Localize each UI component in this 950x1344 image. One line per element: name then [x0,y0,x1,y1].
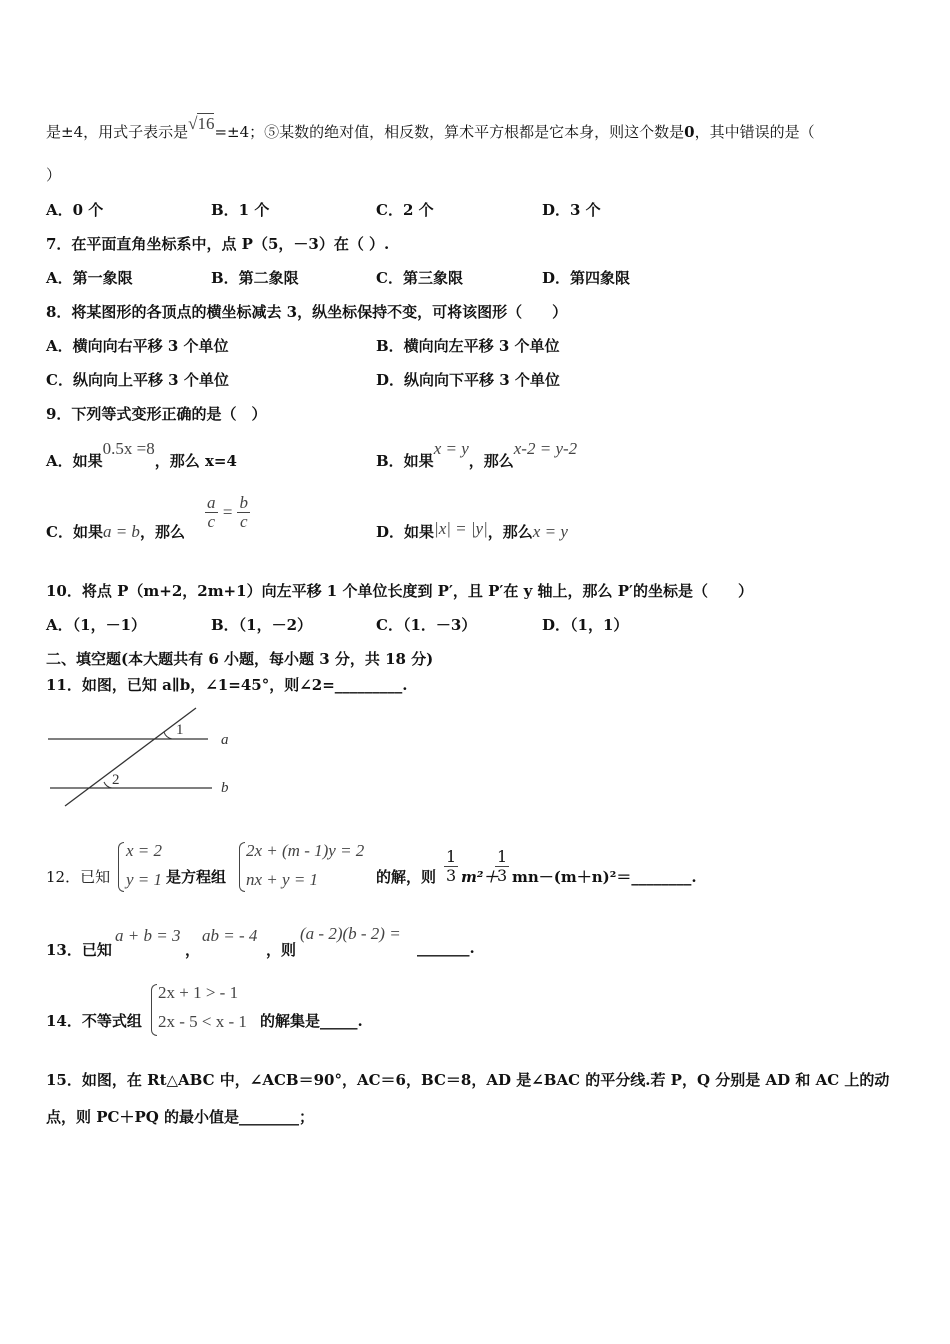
q6-line1 [46,114,815,142]
frac-denominator-c: c [207,512,216,531]
q9-option-b [376,439,578,471]
q6-option-d: D．3 个 [542,201,601,219]
q13-prefix: 13．已知 [46,941,112,959]
q11-stem: 11．如图，已知 a∥b，∠1=45°，则∠2=_________. [46,676,408,694]
q9-d-prefix: D．如果 [376,523,435,541]
q12-fraction-2 [495,848,509,885]
q9-c-fraction [205,494,250,531]
equals-sign: = [221,502,234,522]
q7-option-d: D．第四象限 [542,269,631,287]
frac-numerator-b: b [239,493,248,512]
q12-term1: m²＋ [461,868,499,886]
q9-d-math1: |x| = |y| [434,519,488,538]
q13-blank: _______. [417,939,475,957]
q13-math2: ab = - 4 [202,926,258,945]
frac-denominator-c2: c [239,512,248,531]
q8-option-b: B．横向向左平移 3 个单位 [376,337,560,355]
q9-b-math1: x = y [433,439,469,458]
q14-line1: 2x + 1 > - 1 [158,983,239,1002]
q13-math1: a + b = 3 [115,926,181,945]
q14-post: 的解集是_____. [260,1012,363,1030]
sqrt-expression [188,114,214,134]
q8-stem: 8．将某图形的各顶点的横坐标减去 3，纵坐标保持不变，可将该图形（ ） [46,303,568,321]
q9-c-math1: a = b [102,522,140,541]
q9-option-a [46,439,237,471]
q9-b-math2: x-2 = y-2 [513,439,578,458]
q12-post-text: 的解，则 [376,868,437,886]
sys2-line1: 2x + (m - 1)y = 2 [246,841,365,860]
q12-mid: 是方程组 [166,868,227,886]
sqrt-radicand: 16 [197,114,215,133]
sys2-line2: nx + y = 1 [246,870,319,889]
left-brace-icon [118,842,124,892]
q14-line2: 2x - 5 < x - 1 [158,1012,247,1031]
q9-b-prefix: B．如果 [376,452,434,470]
q9-a-math: 0.5x =8 [102,439,155,458]
q12-prefix [46,866,110,887]
sys1-line1: x = 2 [126,841,163,860]
q8-option-c: C．纵向向上平移 3 个单位 [46,371,229,389]
q9-c-mid: ，那么 [139,523,185,541]
q6-option-c: C．2 个 [376,201,434,219]
q9-option-d [376,521,568,542]
q11-parallel-lines-figure [40,700,240,810]
sqrt-sign-icon: √ [188,114,198,133]
q9-d-mid: ，那么 [487,523,533,541]
frac2-den: 3 [497,866,508,885]
q12-fraction-1 [444,848,458,885]
q13-then: ，则 [266,941,297,959]
q12-post [376,866,436,887]
q9-option-c [46,521,185,542]
q10-option-b: B．（1，－2） [211,616,313,634]
q7-stem: 7．在平面直角坐标系中，点 P（5，－3）在（ ）. [46,235,390,253]
q13-math3: (a - 2)(b - 2) = [300,924,401,943]
q9-a-post: ，那么 x=4 [154,452,237,470]
q13-comma: ， [185,941,201,959]
q9-a-prefix: A．如果 [46,452,103,470]
angle-1-label: 1 [176,722,184,738]
q6-line1-b: =±4；⑤某数的绝对值，相反数，算术平方根都是它本身，则这个数是 [214,123,685,141]
fraction-a-over-c [205,494,218,531]
frac1-num: 1 [446,847,457,866]
q6-line2: ） [46,166,62,184]
q13-line [46,939,112,960]
q9-d-math2: x = y [532,522,568,541]
q9-b-mid: ，那么 [468,452,514,470]
fraction-b-over-c [237,494,250,531]
angle-1-arc [164,732,172,739]
fraction-one-third-2 [495,848,509,885]
q12-term2: mn－(m＋n)²＝________. [512,868,697,886]
q6-option-b: B．1 个 [211,201,270,219]
left-brace-icon [151,984,157,1036]
q6-line1-c: ，其中错误的是（ [694,123,815,141]
sys1-line2: y = 1 [126,870,163,889]
q6-zero: 0 [684,123,695,141]
q9-stem: 9．下列等式变形正确的是（ ） [46,405,267,423]
q6-option-a: A．0 个 [46,201,104,219]
q10-stem: 10．将点 P（m+2，2m+1）向左平移 1 个单位长度到 P′，且 P′在 y 轴上，那么 P′的坐标是（ ） [46,582,753,600]
q15-line2: 点，则 PC＋PQ 的最小值是________； [46,1108,315,1126]
angle-2-label: 2 [112,772,120,788]
q10-option-c: C．（1．－3） [376,616,477,634]
frac-numerator-a: a [207,493,216,512]
q10-option-d: D．（1，1） [542,616,629,634]
q8-option-a: A．横向向右平移 3 个单位 [46,337,229,355]
frac1-den: 3 [446,866,457,885]
frac2-num: 1 [497,847,508,866]
section-2-heading: 二、填空题(本大题共有 6 小题，每小题 3 分，共 18 分) [46,650,434,668]
q14-prefix: 14．不等式组 [46,1012,142,1030]
line-a-label: a [221,732,229,748]
q12-prefix-text: 12．已知 [46,868,111,886]
q10-option-a: A．（1，－1） [46,616,147,634]
q8-option-d: D．纵向向下平移 3 个单位 [376,371,560,389]
line-b-label: b [221,780,229,796]
q7-option-a: A．第一象限 [46,269,133,287]
q7-option-b: B．第二象限 [211,269,299,287]
fraction-one-third [444,848,458,885]
q6-line1-a: 是±4，用式子表示是 [46,123,189,141]
q15-line1: 15．如图，在 Rt△ABC 中，∠ACB＝90°，AC＝6，BC＝8，AD 是∠BAC 的平分线.若 P，Q 分别是 AD 和 AC 上的动 [46,1071,890,1089]
q9-c-prefix: C．如果 [46,523,103,541]
q7-option-c: C．第三象限 [376,269,463,287]
left-brace-icon [239,842,245,892]
angle-2-arc [104,782,112,788]
